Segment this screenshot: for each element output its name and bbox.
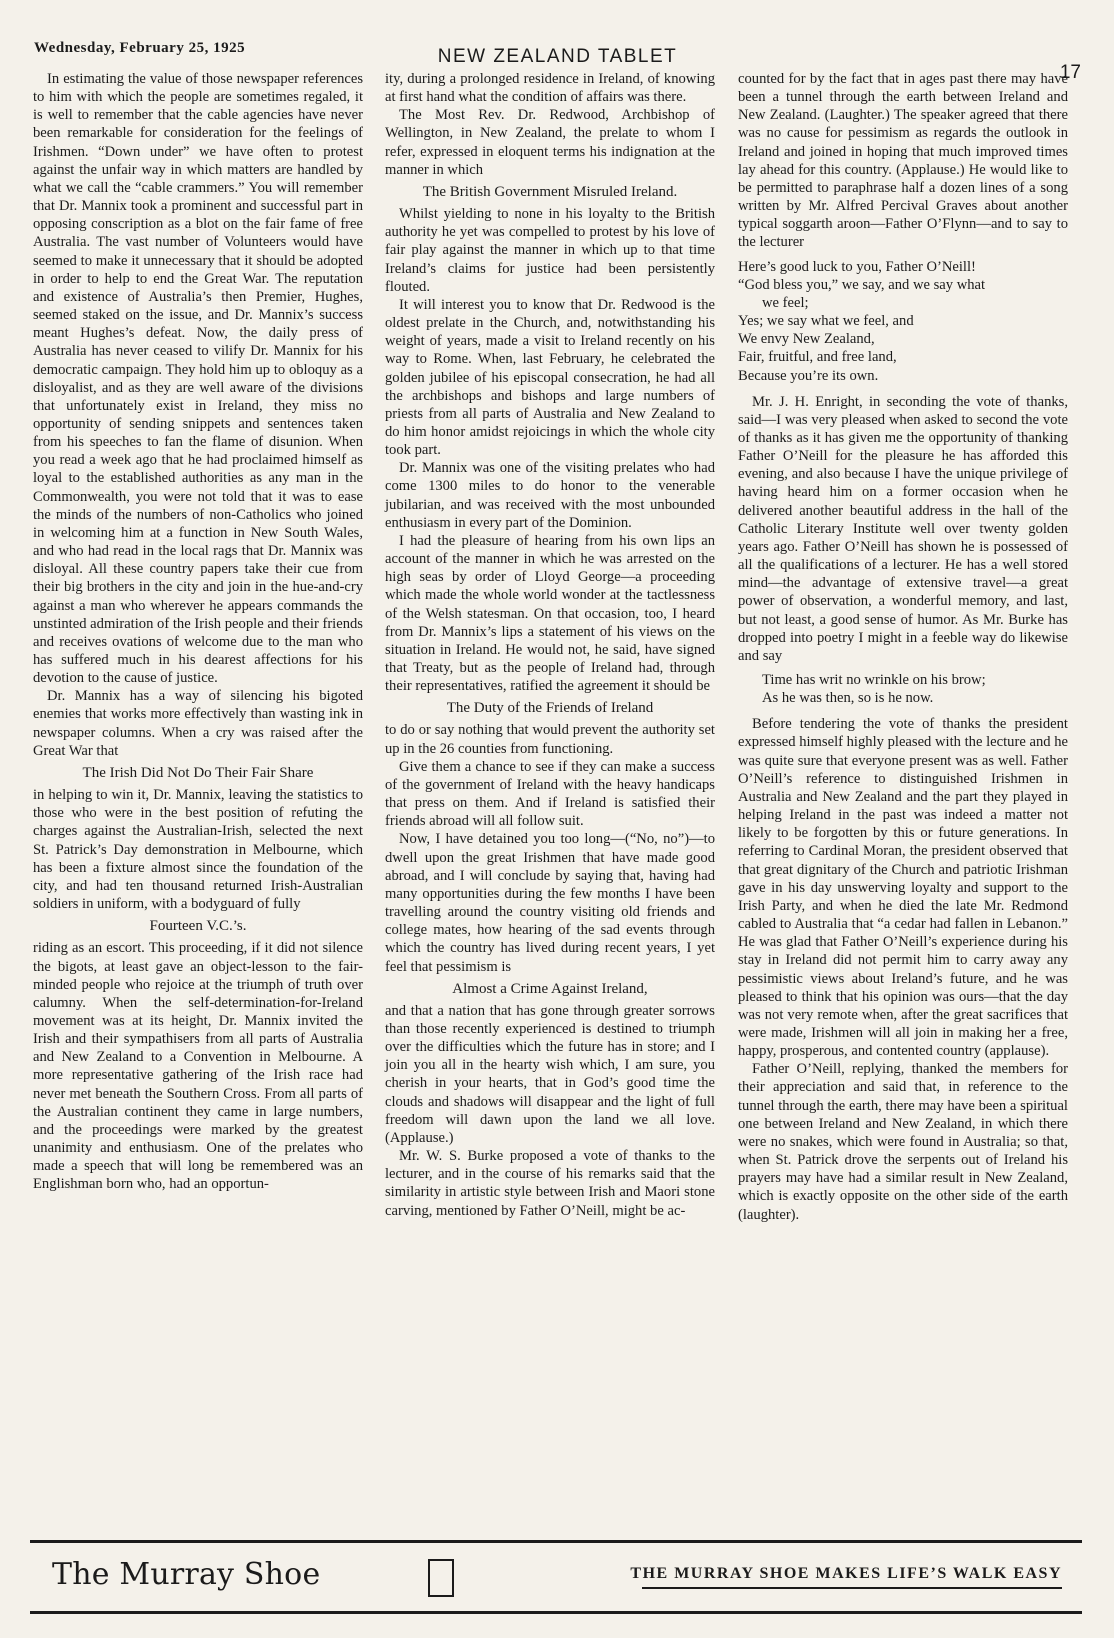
paragraph: and that a nation that has gone through greater sorrows than those recently experienced is destined to triumph over the difficulties which the future has in store; and I join you all in the hearty wish which, I am sure, you cherish in your hearts, that in God’s good time the clouds and shadows will disappear and the light of full freedom will dawn upon the land we all love. (Applause.) (385, 1002, 715, 1146)
paragraph: riding as an escort. This proceeding, if it did not silence the bigots, at least gave an object-lesson to the fair-minded people who rejoice at the triumph of truth over calumny. When the self-determination-for-Ireland movement was at its height, Dr. Mannix invited the Irish and their sympathisers from all parts of Australia and New Zealand to a Convention in Melbourne. A more representative gathering of the Irish race had never met beneath the Southern Cross. From all parts of the Australian continent they came in large numbers, and the proceedings were marked by the greatest unanimity and enthusiasm. One of the prelates who made a speech that will long be remembered was an Englishman born who, had an opportun- (33, 940, 363, 1193)
article-column-3 (738, 70, 1068, 1224)
paragraph: Now, I have detained you too long—(“No, no”)—to dwell upon the great Irishmen that have made good abroad, and I will conclude by saying that, having had many opportunities during the few months I have been travelling around the country visiting old friends and college mates, how hearing of the sad events through which the country has lived during recent years, I yet feel that pessimism is (385, 831, 715, 975)
page-number: 17 (1059, 62, 1081, 83)
paragraph: Before tendering the vote of thanks the president expressed himself highly pleased with the lecture and he was quite sure that everyone present was as well. Father O’Neill’s reference to distinguished Irishmen in Australia and New Zealand and the part they played in helping Ireland in the past was indeed a matter not likely to be forgotten by this or future generations. In referring to Cardinal Moran, the president observed that that great dignitary of the Church and patriotic Irishman gave in his day unswerving loyalty and support to the Irish Party, and when he died the late Mr. Redmond cabled to Australia that “a cedar had fallen in Lebanon.” He was glad that Father O’Neill’s experience during his stay in Ireland did not permit him to carry away any pessimistic views about Ireland’s future, and he was pleased to think that his opinion was ours—that the day was not very remote when, after the great sacrifices that were made, Irishmen will all join in making her a free, happy, prosperous, and contented country (applause). (738, 716, 1068, 1060)
paragraph: Dr. Mannix has a way of silencing his bigoted enemies that works more effectively than wasting ink in newspaper columns. When a cry was raised after the Great War that (33, 688, 363, 759)
paragraph: in helping to win it, Dr. Mannix, leaving the statistics to those who were in the best position of refuting the charges against the Australian-Irish, selected the next St. Patrick’s Day demonstration in Melbourne, which has been a fixture almost since the foundation of the city, and had ten thousand returned Irish-Australian soldiers in uniform, with a bodyguard of fully (33, 787, 363, 913)
subheading: The Duty of the Friends of Ireland (446, 700, 654, 717)
paragraph: Dr. Mannix was one of the visiting prelates who had come 1300 miles to do honor to the venerable jubilarian, and was received with the most unbounded enthusiasm in every part of the Dominion. (385, 460, 715, 531)
verse-line: We envy New Zealand, (738, 331, 875, 348)
issue-date: Wednesday, February 25, 1925 (34, 40, 246, 56)
article-column-1 (33, 70, 363, 1194)
masthead: NEW ZEALAND TABLET (437, 46, 678, 67)
paragraph: Father O’Neill, replying, thanked the members for their appreciation and said that, in reference to the tunnel through the earth, there may have been a spiritual one between Ireland and New Zealand, in which there were no snakes, which were found in Australia; so that, when St. Patrick drove the serpents out of Ireland his prayers may have had a similar result in New Zealand, which is exactly opposite on the other side of the earth (laughter). (738, 1061, 1068, 1223)
paragraph: Mr. W. S. Burke proposed a vote of thanks to the lecturer, and in the course of his remarks said that the similarity in artistic style between Irish and Maori stone carving, mentioned by Father O’Neill, might be ac- (385, 1148, 715, 1219)
ad-slogan: THE MURRAY SHOE MAKES LIFE’S WALK EASY (630, 1565, 1062, 1582)
paragraph: The Most Rev. Dr. Redwood, Archbishop of Wellington, in New Zealand, the prelate to whom I refer, expressed in eloquent terms his indignation at the manner in which (385, 107, 715, 178)
page-header (30, 38, 1085, 83)
paragraph: In estimating the value of those newspaper references to him with which the people are sometimes regaled, it is well to remember that the cable agencies have never been remarkable for consideration for the feelings of Irishmen. “Down under” we have often to protest against the unfair way in which matters are handled by what we call the “cable crammers.” You will remember that Dr. Mannix took a prominent and successful part in opposing conscription as a blot on the fair fame of free Australia. The vast number of Volunteers would have seemed to make it unnecessary that it should be adopted in order to help to end the Great War. The reputation and existence of Australia’s then Premier, Hughes, seemed staked on the issue, and Dr. Mannix’s success meant Hughes’s defeat. Now, the daily press of Australia has never ceased to vilify Dr. Mannix for his democratic campaign. They hold him up to obloquy as a disloyalist, and as they are well aware of the divisions that unfortunately exist in Ireland, they miss no opportunity of sending snippets and sentences taken from his speeches to fan the flame of disunion. When you read a week ago that he had proclaimed himself as loyal to the established authorities as any man in the Commonwealth, you were not told that it was to ease the minds of the numbers of non-Catholics who joined in welcoming him at a function in New South Wales, and who had read in the local rags that Dr. Mannix was disloyal. All these country papers take their cue from their big brothers in the city and join in the hue-and-cry against a man who wherever he appears commands the unstinted admiration of the Irish people and their friends and receives ovations of welcome due to the man who has suffered much in his dearest affections for his devotion to the cause of justice. (33, 71, 363, 687)
paragraph: Mr. J. H. Enright, in seconding the vote of thanks, said—I was very pleased when asked to second the vote of thanks as it has given me the opportunity of thanking Father O’Neill for the pleasure he has afforded this evening, and also because I have the unique privilege of having heard him on a former occasion when he delivered another beautiful address in the hall of the Catholic Literary Institute well over twenty golden years ago. Father O’Neill has shown he is possessed of all the qualifications of a lecturer. He has a well stored mind—the advantage of extensive travel—a great power of observation, a wonderful memory, and last, but not least, a good sense of humor. As Mr. Burke has dropped into poetry I might in a feeble way do likewise and say (738, 393, 1068, 664)
advertisement-banner (30, 1540, 1082, 1614)
article-column-2 (385, 70, 715, 1220)
verse-line: Fair, fruitful, and free land, (738, 349, 897, 366)
verse-line: As he was then, so is he now. (762, 690, 934, 707)
paragraph: Give them a chance to see if they can make a success of the government of Ireland with the heavy handicaps that press on them. And if Ireland is satisfied their friends abroad will all follow suit. (385, 758, 715, 830)
paragraph: It will interest you to know that Dr. Redwood is the oldest prelate in the Church, and, notwithstanding his weight of years, made a visit to Ireland recently on his way to Rome. When, last February, he celebrated the golden jubilee of his episcopal consecration, he had all the archbishops and bishops and large numbers of priests from all parts of Australia and New Zealand to do him honor amidst rejoicings in which the whole city took part. (385, 296, 715, 459)
paragraph: I had the pleasure of hearing from his own lips an account of the manner in which he was arrested on the high seas by order of Lloyd George—a proceeding which made the whole world wonder at the tactlessness of the Welsh statesman. On that occasion, too, I heard from Dr. Mannix’s lips a statement of his views on the situation in Ireland. He would not, he said, have signed that Treaty, but as the people of Ireland had, through their representatives, ratified the agreement it should be (385, 532, 715, 695)
subheading: The Irish Did Not Do Their Fair Share (82, 764, 314, 781)
ad-box-ornament (428, 1559, 454, 1597)
verse-line: Because you’re its own. (738, 367, 879, 384)
subheading: Almost a Crime Against Ireland, (452, 980, 648, 997)
advertiser-name: The Murray Shoe (52, 1557, 321, 1592)
paragraph: to do or say nothing that would prevent the authority set up in the 26 counties from functioning. (385, 722, 715, 757)
verse-line: Here’s good luck to you, Father O’Neill! (738, 258, 976, 275)
verse-line: Yes; we say what we feel, and (738, 313, 914, 330)
paragraph: ity, during a prolonged residence in Ireland, of knowing at first hand what the condition of affairs was there. (385, 71, 715, 106)
verse-line: Time has writ no wrinkle on his brow; (762, 672, 986, 688)
subheading: The British Government Misruled Ireland. (422, 183, 678, 200)
verse-line: we feel; (762, 294, 809, 311)
ad-underline (642, 1587, 1062, 1589)
paragraph: counted for by the fact that in ages past there may have been a tunnel through the earth between Ireland and New Zealand. (Laughter.) The speaker agreed that there was no cause for pessimism as regards the outlook in Ireland and joined in hoping that much improved times lay ahead for this country. (Applause.) He would like to be permitted to paraphrase half a dozen lines of a song written by Mr. Alfred Percival Graves about another typical soggarth aroon—Father O’Flynn—and to say to the lecturer (738, 71, 1068, 251)
verse-line: “God bless you,” we say, and we say what (738, 276, 986, 293)
paragraph: Whilst yielding to none in his loyalty to the British authority he yet was compelled to protest by his love of fair play against the manner in which up to that time Ireland’s claims for justice had been persistently flouted. (385, 206, 715, 295)
subheading: Fourteen V.C.’s. (149, 918, 247, 935)
